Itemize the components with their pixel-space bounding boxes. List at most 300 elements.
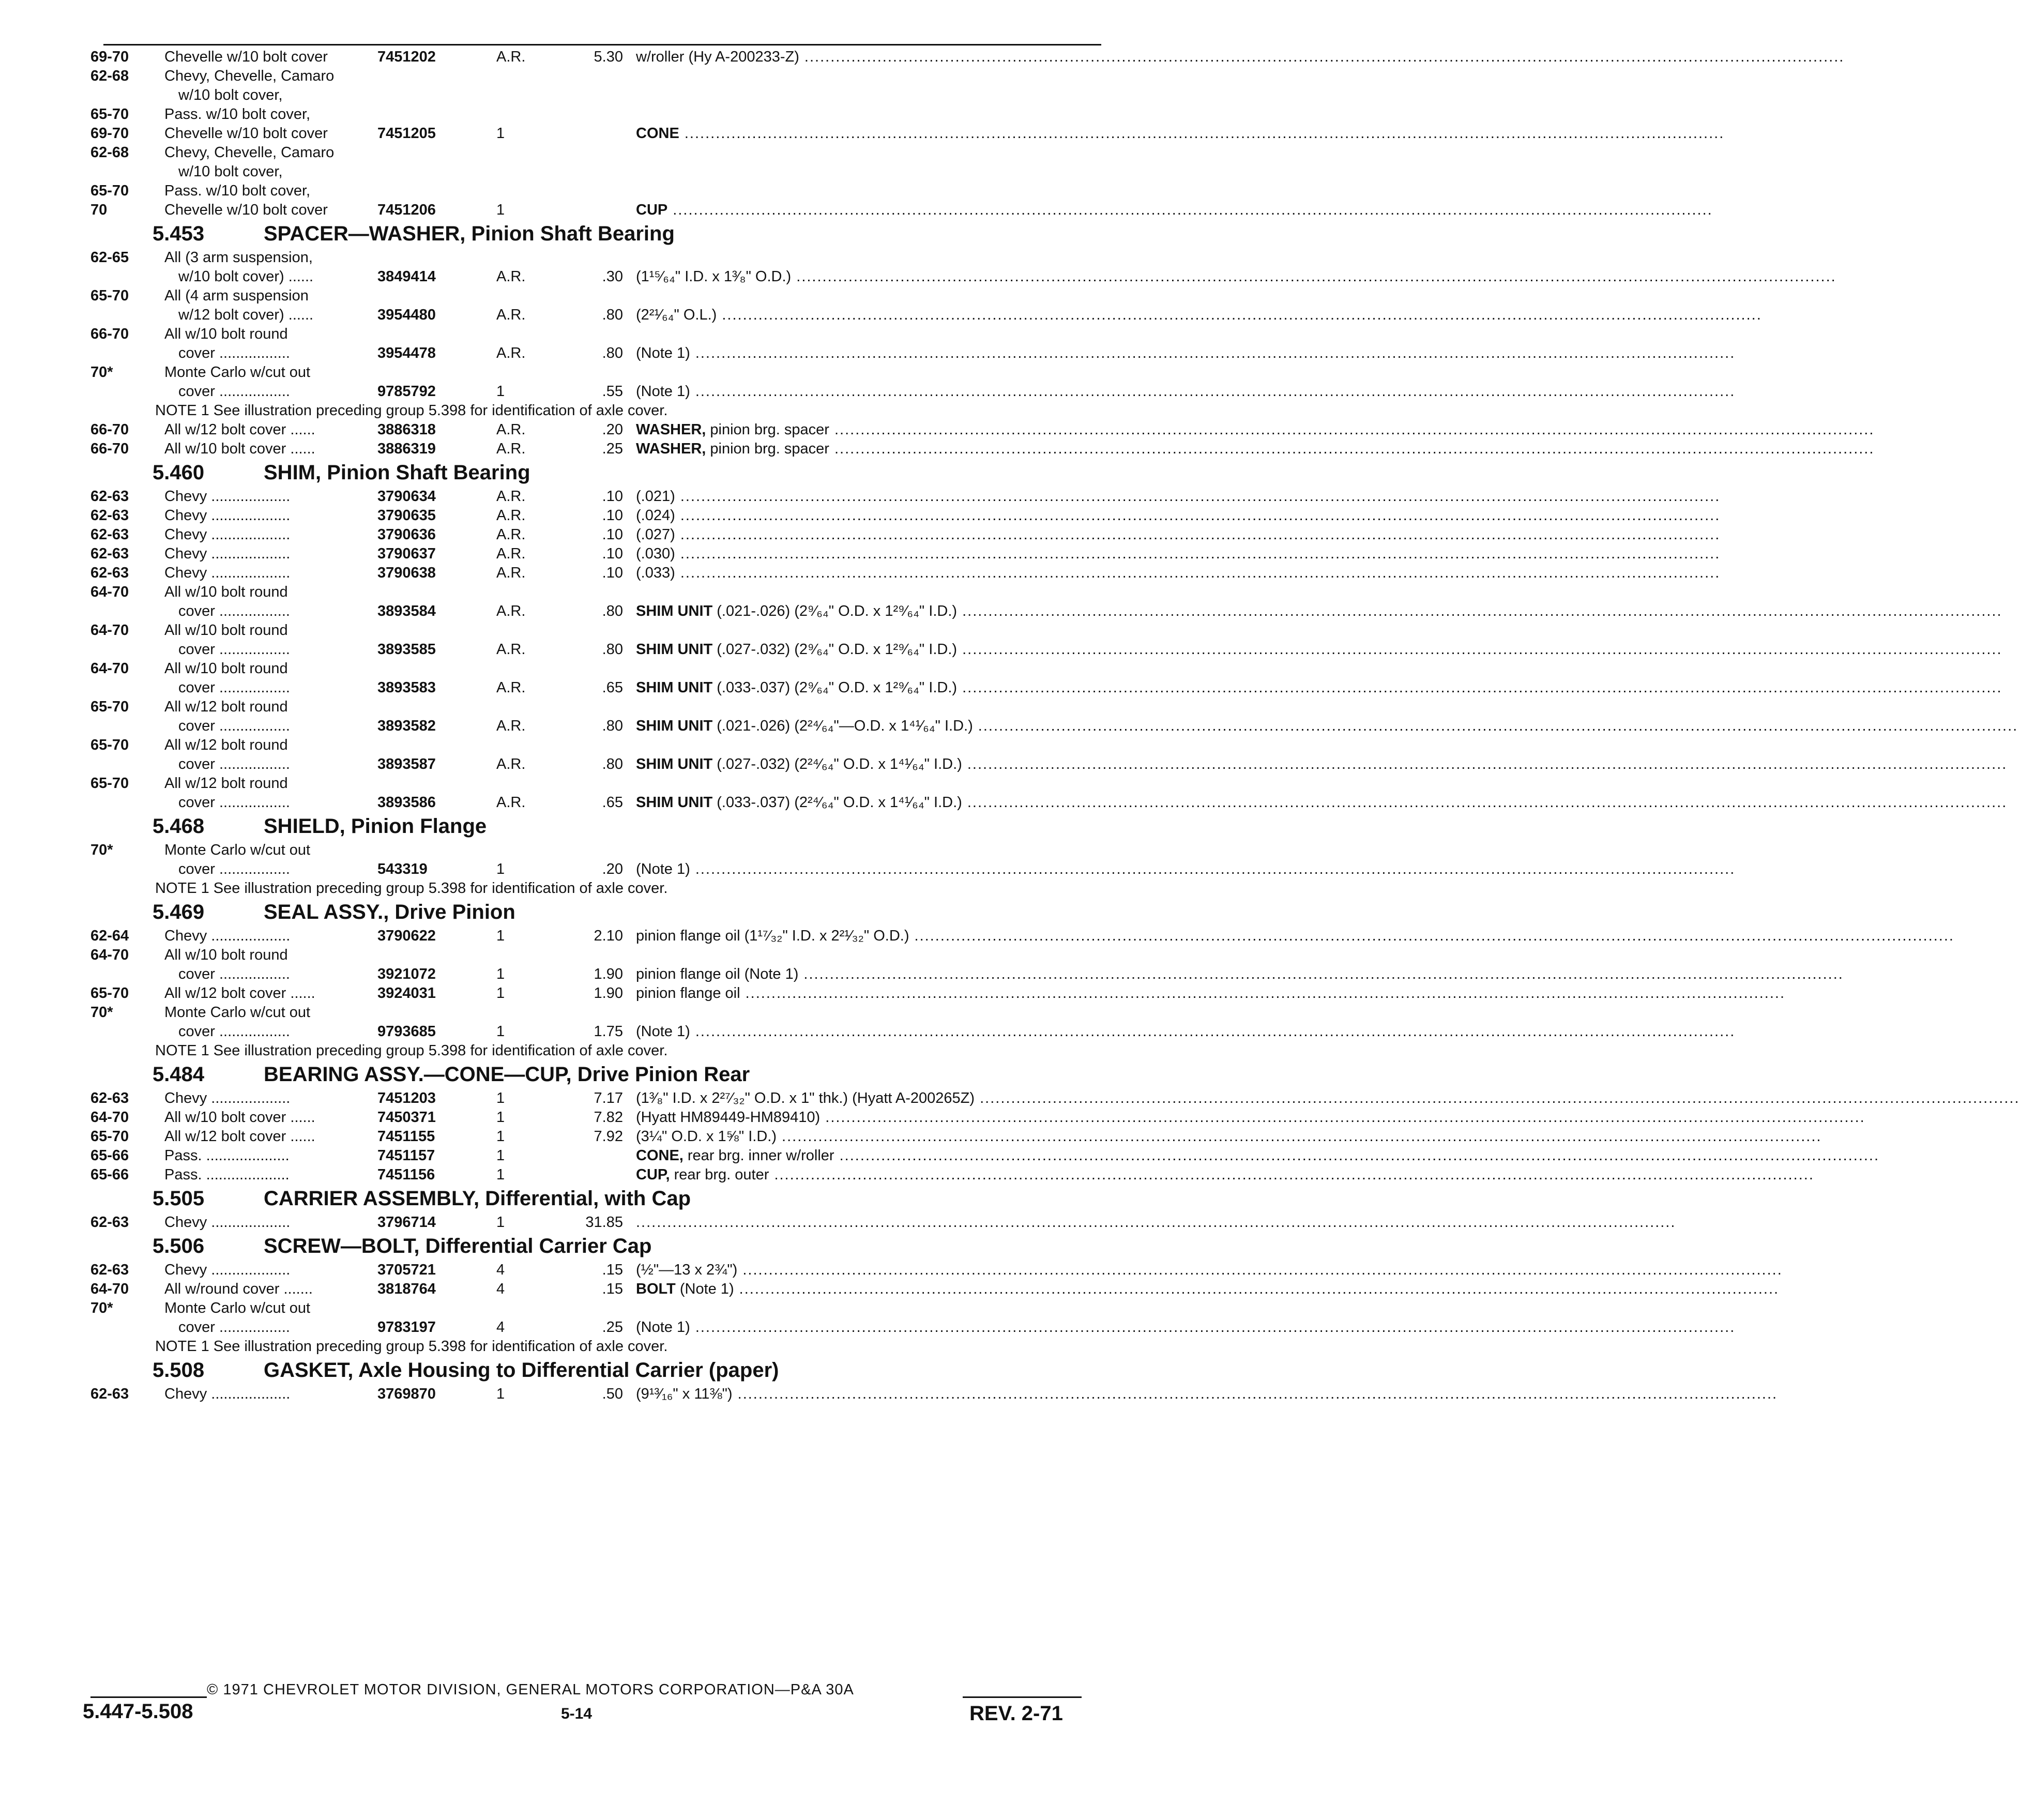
dot-leader: ........................................................................................................................................................................................................: [636, 1214, 1676, 1231]
description-text: CONE: [636, 125, 679, 142]
table-row: [0, 1022, 1736, 1041]
part-description: [636, 1146, 1880, 1165]
dot-leader: ........................................................................................................................................................................................................: [957, 641, 2002, 658]
copyright-line: © 1971 CHEVROLET MOTOR DIVISION, GENERAL MOTORS CORPORATION—P&A 30A: [207, 1681, 854, 1698]
model-application: All w/10 bolt round: [164, 584, 288, 600]
part-description: [636, 927, 1954, 946]
revision-label: REV. 2-71: [969, 1702, 1063, 1725]
description-keyword: BOLT: [636, 1281, 676, 1297]
quantity: A.R.: [496, 268, 526, 285]
dot-leader: ........................................................................................................................................................................................................: [690, 1319, 1736, 1336]
part-description: [636, 306, 1762, 325]
part-description: [636, 1318, 1736, 1337]
list-price: .10: [602, 545, 623, 562]
list-price: .80: [602, 345, 623, 361]
part-number: 3705721: [377, 1262, 436, 1278]
quantity: 1: [496, 383, 505, 400]
table-row: [0, 420, 1875, 439]
note-text: NOTE 1 See illustration preceding group 5.398 for identification of axle cover.: [155, 402, 668, 419]
dot-leader: ........................................................................................................................................................................................................: [957, 603, 2002, 619]
model-application: All w/10 bolt cover ......: [164, 441, 315, 457]
section-title: BEARING ASSY.—CONE—CUP, Drive Pinion Rear: [264, 1063, 750, 1086]
part-description: [636, 344, 1736, 363]
description-keyword: CUP,: [636, 1166, 670, 1183]
list-price: .80: [602, 756, 623, 772]
section-heading: [0, 898, 1307, 927]
description-keyword: SHIM UNIT: [636, 641, 713, 658]
table-row: [0, 1146, 1880, 1165]
year-range: 64-70: [90, 1109, 129, 1126]
description-text: pinion flange oil (1¹⁷⁄₃₂" I.D. x 2²¹⁄₃₂" O.D.): [636, 928, 909, 944]
list-price: 7.92: [594, 1128, 623, 1145]
part-number: 3796714: [377, 1214, 436, 1231]
year-range: 65-70: [90, 183, 129, 199]
year-range: 62-68: [90, 68, 129, 84]
year-range: 62-65: [90, 249, 129, 266]
quantity: A.R.: [496, 603, 526, 619]
year-range: 62-63: [90, 565, 129, 581]
quantity: A.R.: [496, 794, 526, 811]
model-application: Monte Carlo w/cut out: [164, 842, 311, 858]
part-number: 7451155: [377, 1128, 435, 1145]
model-application: cover .................: [178, 1023, 290, 1040]
description-text: CUP, rear brg. outer: [636, 1166, 769, 1183]
quantity: 1: [496, 861, 505, 877]
dot-leader: ........................................................................................................................................................................................................: [798, 966, 1844, 982]
table-row: [0, 984, 1786, 1003]
quantity: 1: [496, 928, 505, 944]
dot-leader: ........................................................................................................................................................................................................: [679, 125, 1725, 142]
part-description: [636, 1022, 1736, 1041]
part-description: [636, 544, 1721, 564]
table-row: [0, 659, 1307, 678]
year-range: 65-70: [90, 699, 129, 715]
description-text: CUP: [636, 202, 668, 218]
year-range: 70: [90, 202, 108, 218]
table-row: [0, 1280, 1780, 1299]
model-application: cover .................: [178, 861, 290, 877]
note-text: NOTE 1 See illustration preceding group 5.398 for identification of axle cover.: [155, 1042, 668, 1059]
dot-leader: ........................................................................................................................................................................................................: [690, 1023, 1736, 1040]
quantity: A.R.: [496, 421, 526, 438]
year-range: 66-70: [90, 326, 129, 342]
part-number: 3790636: [377, 526, 436, 543]
description-text: (Note 1): [636, 1023, 690, 1040]
section-title: SEAL ASSY., Drive Pinion: [264, 901, 515, 923]
table-row: [0, 248, 1307, 267]
table-row: [0, 927, 1954, 946]
table-row: [0, 363, 1307, 382]
part-number: 3790622: [377, 928, 436, 944]
list-price: .65: [602, 679, 623, 696]
note-line: [0, 1041, 1307, 1060]
table-row: [0, 1385, 1778, 1404]
year-range: 64-70: [90, 660, 129, 677]
part-number: 3954480: [377, 307, 436, 323]
part-description: [636, 525, 1721, 544]
model-application: Chevy, Chevelle, Camaro: [164, 144, 335, 161]
model-application: Monte Carlo w/cut out: [164, 1004, 311, 1021]
list-price: .80: [602, 603, 623, 619]
list-price: 2.10: [594, 928, 623, 944]
description-text: (Note 1): [636, 345, 690, 361]
table-row: [0, 105, 1307, 124]
description-text: (.030): [636, 545, 675, 562]
dot-leader: ........................................................................................................................................................................................................: [690, 861, 1736, 877]
section-heading: [0, 812, 1307, 841]
dot-leader: ........................................................................................................................................................................................................: [791, 268, 1836, 285]
quantity: 1: [496, 1147, 505, 1164]
quantity: A.R.: [496, 345, 526, 361]
list-price: .55: [602, 383, 623, 400]
part-number: 3924031: [377, 985, 436, 1002]
part-number: 3893584: [377, 603, 436, 619]
group-number: 5.508: [153, 1359, 205, 1382]
section-title: SHIM, Pinion Shaft Bearing: [264, 461, 530, 484]
quantity: A.R.: [496, 526, 526, 543]
part-number: 3893586: [377, 794, 436, 811]
part-description: [636, 420, 1875, 439]
list-price: 1.75: [594, 1023, 623, 1040]
year-range: 62-63: [90, 1090, 129, 1106]
list-price: 7.82: [594, 1109, 623, 1126]
quantity: 1: [496, 125, 505, 142]
dot-leader: ........................................................................................................................................................................................................: [734, 1281, 1780, 1297]
quantity: 1: [496, 966, 505, 982]
model-application: cover .................: [178, 641, 290, 658]
model-application: Chevy ...................: [164, 928, 291, 944]
table-row: [0, 487, 1721, 506]
quantity: 1: [496, 1386, 505, 1402]
dot-leader: ........................................................................................................................................................................................................: [675, 488, 1721, 505]
list-price: .10: [602, 565, 623, 581]
model-application: Pass. ....................: [164, 1166, 290, 1183]
quantity: A.R.: [496, 49, 526, 65]
table-row: [0, 306, 1762, 325]
table-row: [0, 544, 1721, 564]
description-text: (Note 1): [636, 861, 690, 877]
table-row: [0, 439, 1875, 459]
part-number: 3893583: [377, 679, 436, 696]
part-description: [636, 439, 1875, 459]
list-price: .65: [602, 794, 623, 811]
model-application: cover .................: [178, 718, 290, 734]
note-line: [0, 1337, 1307, 1356]
section-heading: [0, 1185, 1307, 1213]
dot-leader: ........................................................................................................................................................................................................: [909, 928, 1954, 944]
group-number: 5.505: [153, 1187, 205, 1210]
list-price: .30: [602, 268, 623, 285]
quantity: 1: [496, 1214, 505, 1231]
part-description: [636, 860, 1736, 879]
description-text: SHIM UNIT (.021-.026) (2⁹⁄₆₄" O.D. x 1²⁹⁄₆₄" I.D.): [636, 603, 958, 619]
table-row: [0, 1318, 1736, 1337]
quantity: 1: [496, 1023, 505, 1040]
part-description: [636, 382, 1736, 401]
year-range: 65-66: [90, 1166, 129, 1183]
year-range: 70*: [90, 1004, 113, 1021]
note-text: NOTE 1 See illustration preceding group 5.398 for identification of axle cover.: [155, 880, 668, 897]
list-price: 5.30: [594, 49, 623, 65]
page-number: 5-14: [561, 1705, 593, 1722]
part-number: 7451157: [377, 1147, 435, 1164]
year-range: 70*: [90, 1300, 113, 1316]
quantity: A.R.: [496, 756, 526, 772]
model-application: All w/10 bolt round: [164, 947, 288, 963]
part-number: 3790637: [377, 545, 436, 562]
model-application: cover .................: [178, 603, 290, 619]
part-description: [636, 124, 1725, 143]
model-application: w/10 bolt cover) ......: [178, 268, 314, 285]
part-description: [636, 640, 2002, 659]
dot-leader: ........................................................................................................................................................................................................: [690, 383, 1736, 400]
table-row: [0, 67, 1307, 86]
dot-leader: ........................................................................................................................................................................................................: [675, 507, 1721, 524]
part-number: 3954478: [377, 345, 436, 361]
list-price: .20: [602, 861, 623, 877]
table-row: [0, 841, 1307, 860]
table-row: [0, 1127, 1822, 1146]
part-number: 3769870: [377, 1386, 436, 1402]
description-keyword: WASHER,: [636, 421, 706, 438]
model-application: All (4 arm suspension: [164, 287, 309, 304]
table-row: [0, 793, 2008, 812]
model-application: Chevelle w/10 bolt cover: [164, 202, 328, 218]
part-number: 7451156: [377, 1166, 435, 1183]
description-text: (.024): [636, 507, 675, 524]
dot-leader: ........................................................................................................................................................................................................: [829, 441, 1875, 457]
model-application: All w/12 bolt round: [164, 737, 288, 753]
table-row: [0, 86, 1307, 105]
year-range: 66-70: [90, 441, 129, 457]
part-description: [636, 487, 1721, 506]
description-text: (2²¹⁄₆₄" O.L.): [636, 307, 717, 323]
table-row: [0, 583, 1307, 602]
list-price: .15: [602, 1281, 623, 1297]
dot-leader: ........................................................................................................................................................................................................: [957, 679, 2002, 696]
year-range: 62-63: [90, 526, 129, 543]
table-row: [0, 1003, 1307, 1022]
note-line: [0, 401, 1307, 420]
dot-leader: ........................................................................................................................................................................................................: [973, 718, 2018, 734]
table-row: [0, 774, 1307, 793]
year-range: 62-63: [90, 1262, 129, 1278]
year-range: 62-63: [90, 488, 129, 505]
description-text: WASHER, pinion brg. spacer: [636, 421, 829, 438]
year-range: 65-70: [90, 106, 129, 123]
model-application: cover .................: [178, 383, 290, 400]
description-text: (Hyatt HM89449-HM89410): [636, 1109, 821, 1126]
model-application: Chevy ...................: [164, 1090, 291, 1106]
model-application: Pass. w/10 bolt cover,: [164, 183, 311, 199]
model-application: All w/12 bolt cover ......: [164, 1128, 315, 1145]
model-application: All w/12 bolt round: [164, 699, 288, 715]
model-application: All w/10 bolt round: [164, 622, 288, 639]
list-price: 31.85: [585, 1214, 623, 1231]
description-text: (Note 1): [636, 383, 690, 400]
part-description: [636, 793, 2008, 812]
part-description: [636, 602, 2002, 621]
part-number: 3921072: [377, 966, 436, 982]
model-application: Chevy ...................: [164, 1386, 291, 1402]
part-number: 3893587: [377, 756, 436, 772]
table-row: [0, 717, 2018, 736]
list-price: .80: [602, 307, 623, 323]
year-range: 65-70: [90, 737, 129, 753]
year-range: 65-70: [90, 985, 129, 1002]
quantity: 1: [496, 1128, 505, 1145]
group-number: 5.460: [153, 461, 205, 484]
quantity: 4: [496, 1281, 505, 1297]
table-row: [0, 201, 1713, 220]
model-application: w/10 bolt cover,: [178, 163, 283, 180]
table-row: [0, 602, 2002, 621]
description-keyword: SHIM UNIT: [636, 756, 713, 772]
part-description: [636, 717, 2018, 736]
dot-leader: ........................................................................................................................................................................................................: [732, 1386, 1778, 1402]
model-application: Chevy ...................: [164, 1214, 291, 1231]
table-row: [0, 1165, 1814, 1185]
part-number: 3893582: [377, 718, 436, 734]
quantity: A.R.: [496, 545, 526, 562]
part-description: [636, 678, 2002, 697]
year-range: 64-70: [90, 584, 129, 600]
group-number: 5.453: [153, 222, 205, 245]
year-range: 62-63: [90, 545, 129, 562]
section-heading: [0, 1060, 1307, 1089]
part-number: 3886318: [377, 421, 436, 438]
list-price: .15: [602, 1262, 623, 1278]
description-text: SHIM UNIT (.021-.026) (2²⁴⁄₆₄"—O.D. x 1⁴¹⁄₆₄" I.D.): [636, 718, 973, 734]
section-title: SHIELD, Pinion Flange: [264, 815, 487, 838]
table-row: [0, 1108, 1865, 1127]
section-heading: [0, 459, 1307, 487]
table-row: [0, 143, 1307, 162]
dot-leader: ........................................................................................................................................................................................................: [675, 565, 1721, 581]
part-description: [636, 1385, 1778, 1404]
description-text: CONE, rear brg. inner w/roller: [636, 1147, 834, 1164]
model-application: All w/10 bolt round: [164, 326, 288, 342]
part-number: 3886319: [377, 441, 436, 457]
quantity: 1: [496, 1090, 505, 1106]
model-application: All w/12 bolt cover ......: [164, 985, 315, 1002]
section-title: CARRIER ASSEMBLY, Differential, with Cap: [264, 1187, 691, 1210]
year-range: 65-70: [90, 775, 129, 792]
part-number: 3790638: [377, 565, 436, 581]
dot-leader: ........................................................................................................................................................................................................: [690, 345, 1736, 361]
list-price: 1.90: [594, 985, 623, 1002]
description-text: w/roller (Hy A-200233-Z): [636, 49, 799, 65]
quantity: A.R.: [496, 641, 526, 658]
part-number: 9785792: [377, 383, 436, 400]
year-range: 64-70: [90, 622, 129, 639]
table-row: [0, 1299, 1307, 1318]
group-number: 5.484: [153, 1063, 205, 1086]
quantity: 1: [496, 1166, 505, 1183]
section-title: SCREW—BOLT, Differential Carrier Cap: [264, 1235, 652, 1257]
model-application: All w/10 bolt cover ......: [164, 1109, 315, 1126]
dot-leader: ........................................................................................................................................................................................................: [777, 1128, 1822, 1145]
dot-leader: ........................................................................................................................................................................................................: [834, 1147, 1880, 1164]
description-text: (Note 1): [636, 1319, 690, 1336]
part-number: 9793685: [377, 1023, 436, 1040]
part-description: [636, 1089, 2020, 1108]
model-application: Monte Carlo w/cut out: [164, 1300, 311, 1316]
list-price: .10: [602, 507, 623, 524]
list-price: .50: [602, 1386, 623, 1402]
list-price: .80: [602, 641, 623, 658]
list-price: .25: [602, 1319, 623, 1336]
parts-list: [0, 48, 2020, 1404]
description-keyword: WASHER,: [636, 441, 706, 457]
dot-leader: ........................................................................................................................................................................................................: [975, 1090, 2020, 1106]
section-heading: [0, 1356, 1307, 1385]
model-application: Chevy ...................: [164, 545, 291, 562]
section-heading: [0, 220, 1307, 248]
part-number: 3893585: [377, 641, 436, 658]
part-number: 7451205: [377, 125, 436, 142]
quantity: 1: [496, 985, 505, 1002]
model-application: cover .................: [178, 1319, 290, 1336]
model-application: w/12 bolt cover) ......: [178, 307, 314, 323]
description-text: SHIM UNIT (.027-.032) (2⁹⁄₆₄" O.D. x 1²⁹⁄₆₄" I.D.): [636, 641, 958, 658]
part-number: 9783197: [377, 1319, 436, 1336]
part-number: 3818764: [377, 1281, 436, 1297]
dot-leader: ........................................................................................................................................................................................................: [799, 49, 1845, 65]
model-application: All (3 arm suspension,: [164, 249, 313, 266]
year-range: 70*: [90, 842, 113, 858]
group-number: 5.506: [153, 1235, 205, 1257]
table-row: [0, 640, 2002, 659]
table-row: [0, 860, 1736, 879]
quantity: 4: [496, 1319, 505, 1336]
model-application: Chevy ...................: [164, 488, 291, 505]
model-application: All w/12 bolt cover ......: [164, 421, 315, 438]
table-row: [0, 382, 1736, 401]
year-range: 62-68: [90, 144, 129, 161]
year-range: 65-70: [90, 287, 129, 304]
table-row: [0, 506, 1721, 525]
table-row: [0, 1089, 2020, 1108]
year-range: 65-70: [90, 1128, 129, 1145]
model-application: cover .................: [178, 756, 290, 772]
year-range: 70*: [90, 364, 113, 381]
model-application: cover .................: [178, 345, 290, 361]
section-heading: [0, 1232, 1307, 1261]
part-description: [636, 201, 1713, 220]
part-description: [636, 506, 1721, 525]
model-application: Chevy ...................: [164, 1262, 291, 1278]
table-row: [0, 1261, 1783, 1280]
description-keyword: SHIM UNIT: [636, 603, 713, 619]
quantity: 1: [496, 202, 505, 218]
part-number: 543319: [377, 861, 428, 877]
year-range: 69-70: [90, 125, 129, 142]
model-application: All w/12 bolt round: [164, 775, 288, 792]
table-row: [0, 325, 1307, 344]
model-application: Chevy ...................: [164, 565, 291, 581]
year-range: 65-66: [90, 1147, 129, 1164]
part-description: [636, 984, 1786, 1003]
group-number: 5.468: [153, 815, 205, 838]
quantity: A.R.: [496, 679, 526, 696]
dot-leader: ........................................................................................................................................................................................................: [740, 985, 1786, 1002]
list-price: 1.90: [594, 966, 623, 982]
model-application: Monte Carlo w/cut out: [164, 364, 311, 381]
dot-leader: ........................................................................................................................................................................................................: [820, 1109, 1865, 1126]
dot-leader: ........................................................................................................................................................................................................: [717, 307, 1762, 323]
quantity: A.R.: [496, 718, 526, 734]
